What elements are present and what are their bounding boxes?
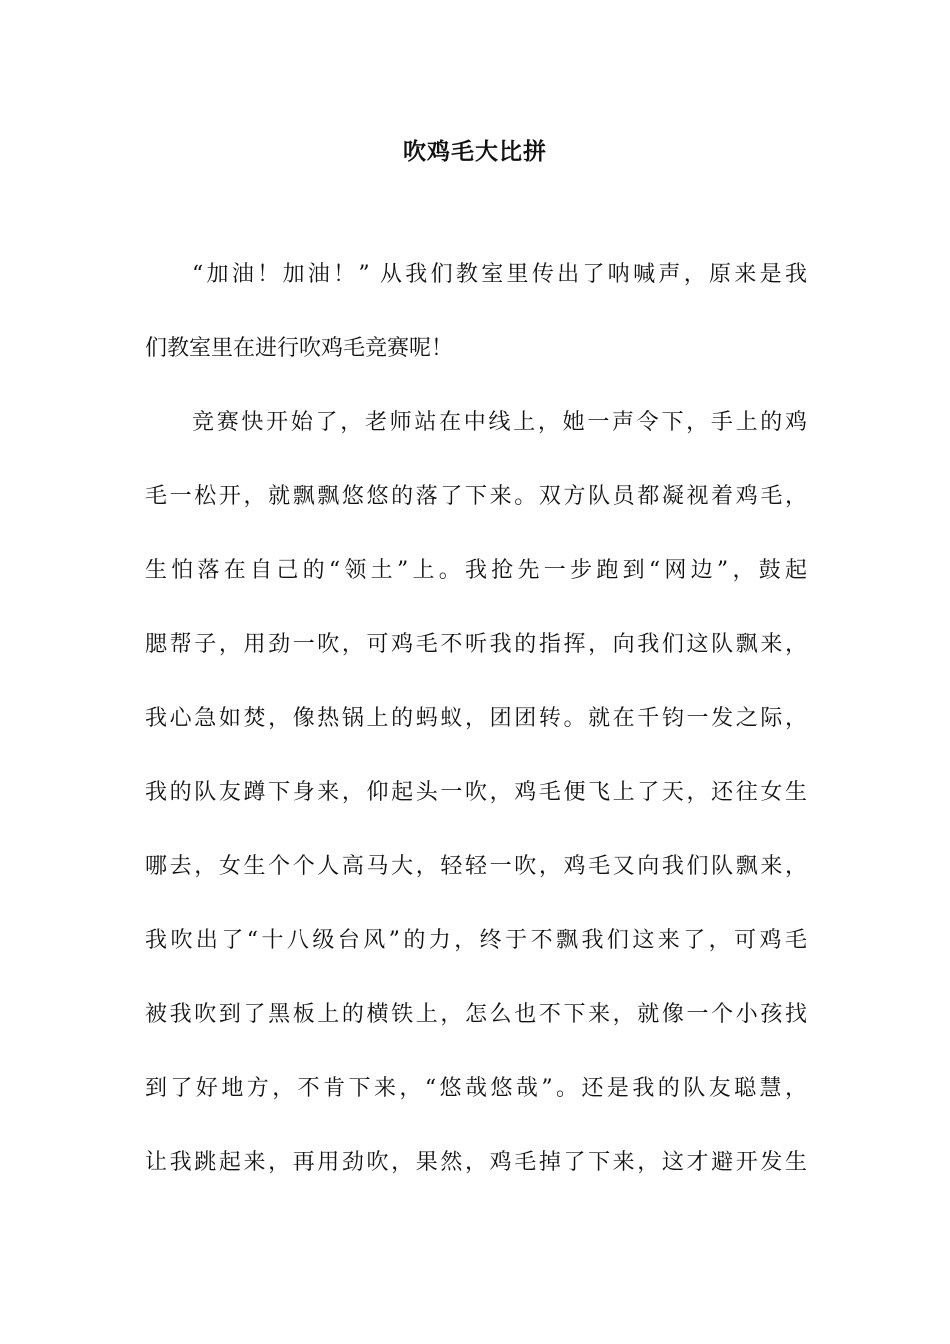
paragraph-line: 我的队友蹲下身来，仰起头一吹，鸡毛便飞上了天，还往女生 bbox=[145, 780, 807, 805]
document-body bbox=[145, 256, 807, 1218]
paragraph-line: 生怕落在自己的“领土”上。我抢先一步跑到“网边”，鼓起 bbox=[145, 558, 807, 583]
paragraph-line: “加油！加油！” 从我们教室里传出了呐喊声，原来是我 bbox=[192, 262, 807, 287]
paragraph-line: 们教室里在进行吹鸡毛竞赛呢！ bbox=[145, 336, 454, 361]
paragraph-line: 我吹出了“十八级台风”的力，终于不飘我们这来了，可鸡毛 bbox=[145, 928, 807, 953]
paragraph-line: 我心急如焚，像热锅上的蚂蚁，团团转。就在千钧一发之际， bbox=[145, 706, 807, 731]
paragraph-line: 毛一松开，就飘飘悠悠的落了下来。双方队员都凝视着鸡毛， bbox=[145, 484, 807, 509]
paragraph-line: 到了好地方，不肯下来，“悠哉悠哉”。还是我的队友聪慧， bbox=[145, 1076, 807, 1101]
paragraph-line: 腮帮子，用劲一吹，可鸡毛不听我的指挥，向我们这队飘来， bbox=[145, 632, 807, 657]
paragraph-line: 被我吹到了黑板上的横铁上，怎么也不下来，就像一个小孩找 bbox=[145, 1002, 807, 1027]
document-title: 吹鸡毛大比拼 bbox=[403, 138, 547, 165]
paragraph-line: 哪去，女生个个人高马大，轻轻一吹，鸡毛又向我们队飘来， bbox=[145, 854, 807, 879]
paragraph-line: 竞赛快开始了，老师站在中线上，她一声令下，手上的鸡 bbox=[192, 410, 807, 435]
paragraph-line: 让我跳起来，再用劲吹，果然，鸡毛掉了下来，这才避开发生 bbox=[145, 1150, 807, 1175]
